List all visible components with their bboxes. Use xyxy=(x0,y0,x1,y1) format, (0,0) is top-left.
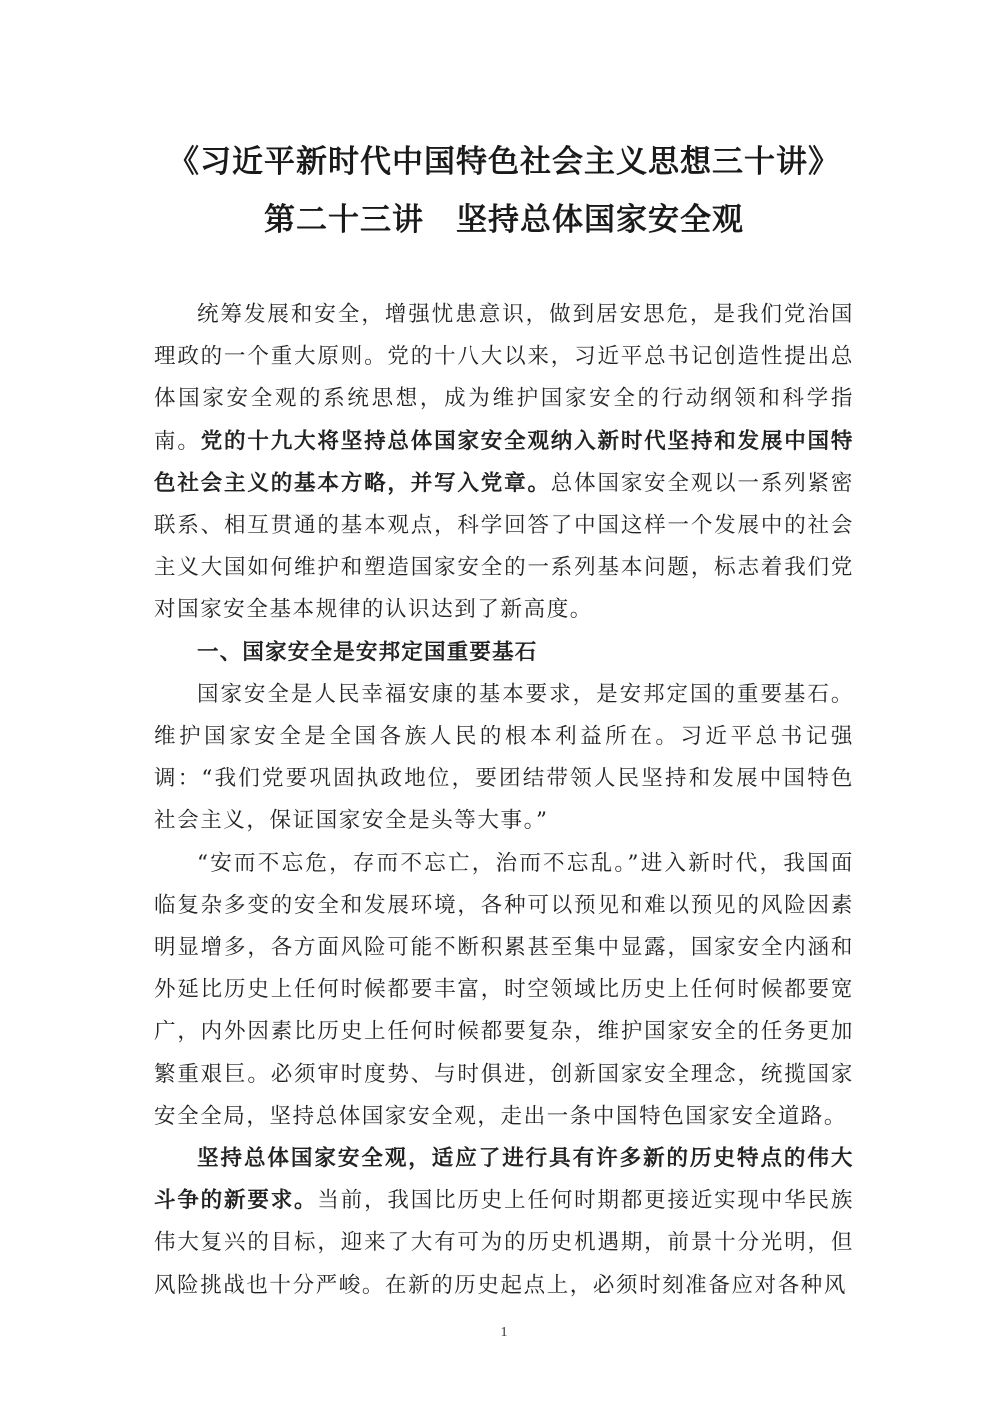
paragraph-struggle xyxy=(154,1138,854,1307)
page-number: 1 xyxy=(500,1325,508,1340)
paragraph-intro-text-1: 统筹发展和安全，增强忧患意识，做到居安思危，是我们党治国理政的一个重大原则。党的十八大以来，习近平总书记创造性提出总体国家安全观的系统思想，成为维护国家安全的行动纲领和科学指南。 xyxy=(154,302,854,454)
paragraph-intro-bold: 党的十九大将坚持总体国家安全观纳入新时代坚持和发展中国特色社会主义的基本方略，并写入党章。 xyxy=(154,428,854,496)
document-body xyxy=(154,294,854,1307)
document-title-line-1: 《习近平新时代中国特色社会主义思想三十讲》 xyxy=(168,144,840,180)
paragraph-intro xyxy=(154,294,854,632)
document-title-line-2: 第二十三讲 坚持总体国家安全观 xyxy=(264,202,744,238)
paragraph-intro-text-2: 总体国家安全观以一系列紧密联系、相互贯通的基本观点，科学回答了中国这样一个发展中的社会主义大国如何维护和塑造国家安全的一系列基本问题，标志着我们党对国家安全基本规律的认识达到了新高度。 xyxy=(154,470,854,623)
section-heading: 一、国家安全是安邦定国重要基石 xyxy=(197,639,538,665)
paragraph-struggle-bold: 坚持总体国家安全观，适应了进行具有许多新的历史特点的伟大斗争的新要求。 xyxy=(154,1146,854,1214)
paragraph-national-security: 国家安全是人民幸福安康的基本要求，是安邦定国的重要基石。维护国家安全是全国各族人民的根本利益所在。习近平总书记强调：“我们党要巩固执政地位，要团结带领人民坚持和发展中国特色社会主义，保证国家安全是头等大事。” xyxy=(154,681,854,834)
paragraph-struggle-text: 当前，我国比历史上任何时期都更接近实现中华民族伟大复兴的目标，迎来了大有可为的历史机遇期，前景十分光明，但风险挑战也十分严峻。在新的历史起点上，必须时刻准备应对各种风 xyxy=(154,1188,854,1298)
paragraph-new-era: “安而不忘危，存而不忘亡，治而不忘乱。”进入新时代，我国面临复杂多变的安全和发展环境，各种可以预见和难以预见的风险因素明显增多，各方面风险可能不断积累甚至集中显露，国家安全内涵和外延比历史上任何时候都要丰富，时空领域比历史上任何时候都要宽广，内外因素比历史上任何时候都要复杂，维护国家安全的任务更加繁重艰巨。必须审时度势、与时俱进，创新国家安全理念，统揽国家安全全局，坚持总体国家安全观，走出一条中国特色国家安全道路。 xyxy=(154,850,854,1129)
